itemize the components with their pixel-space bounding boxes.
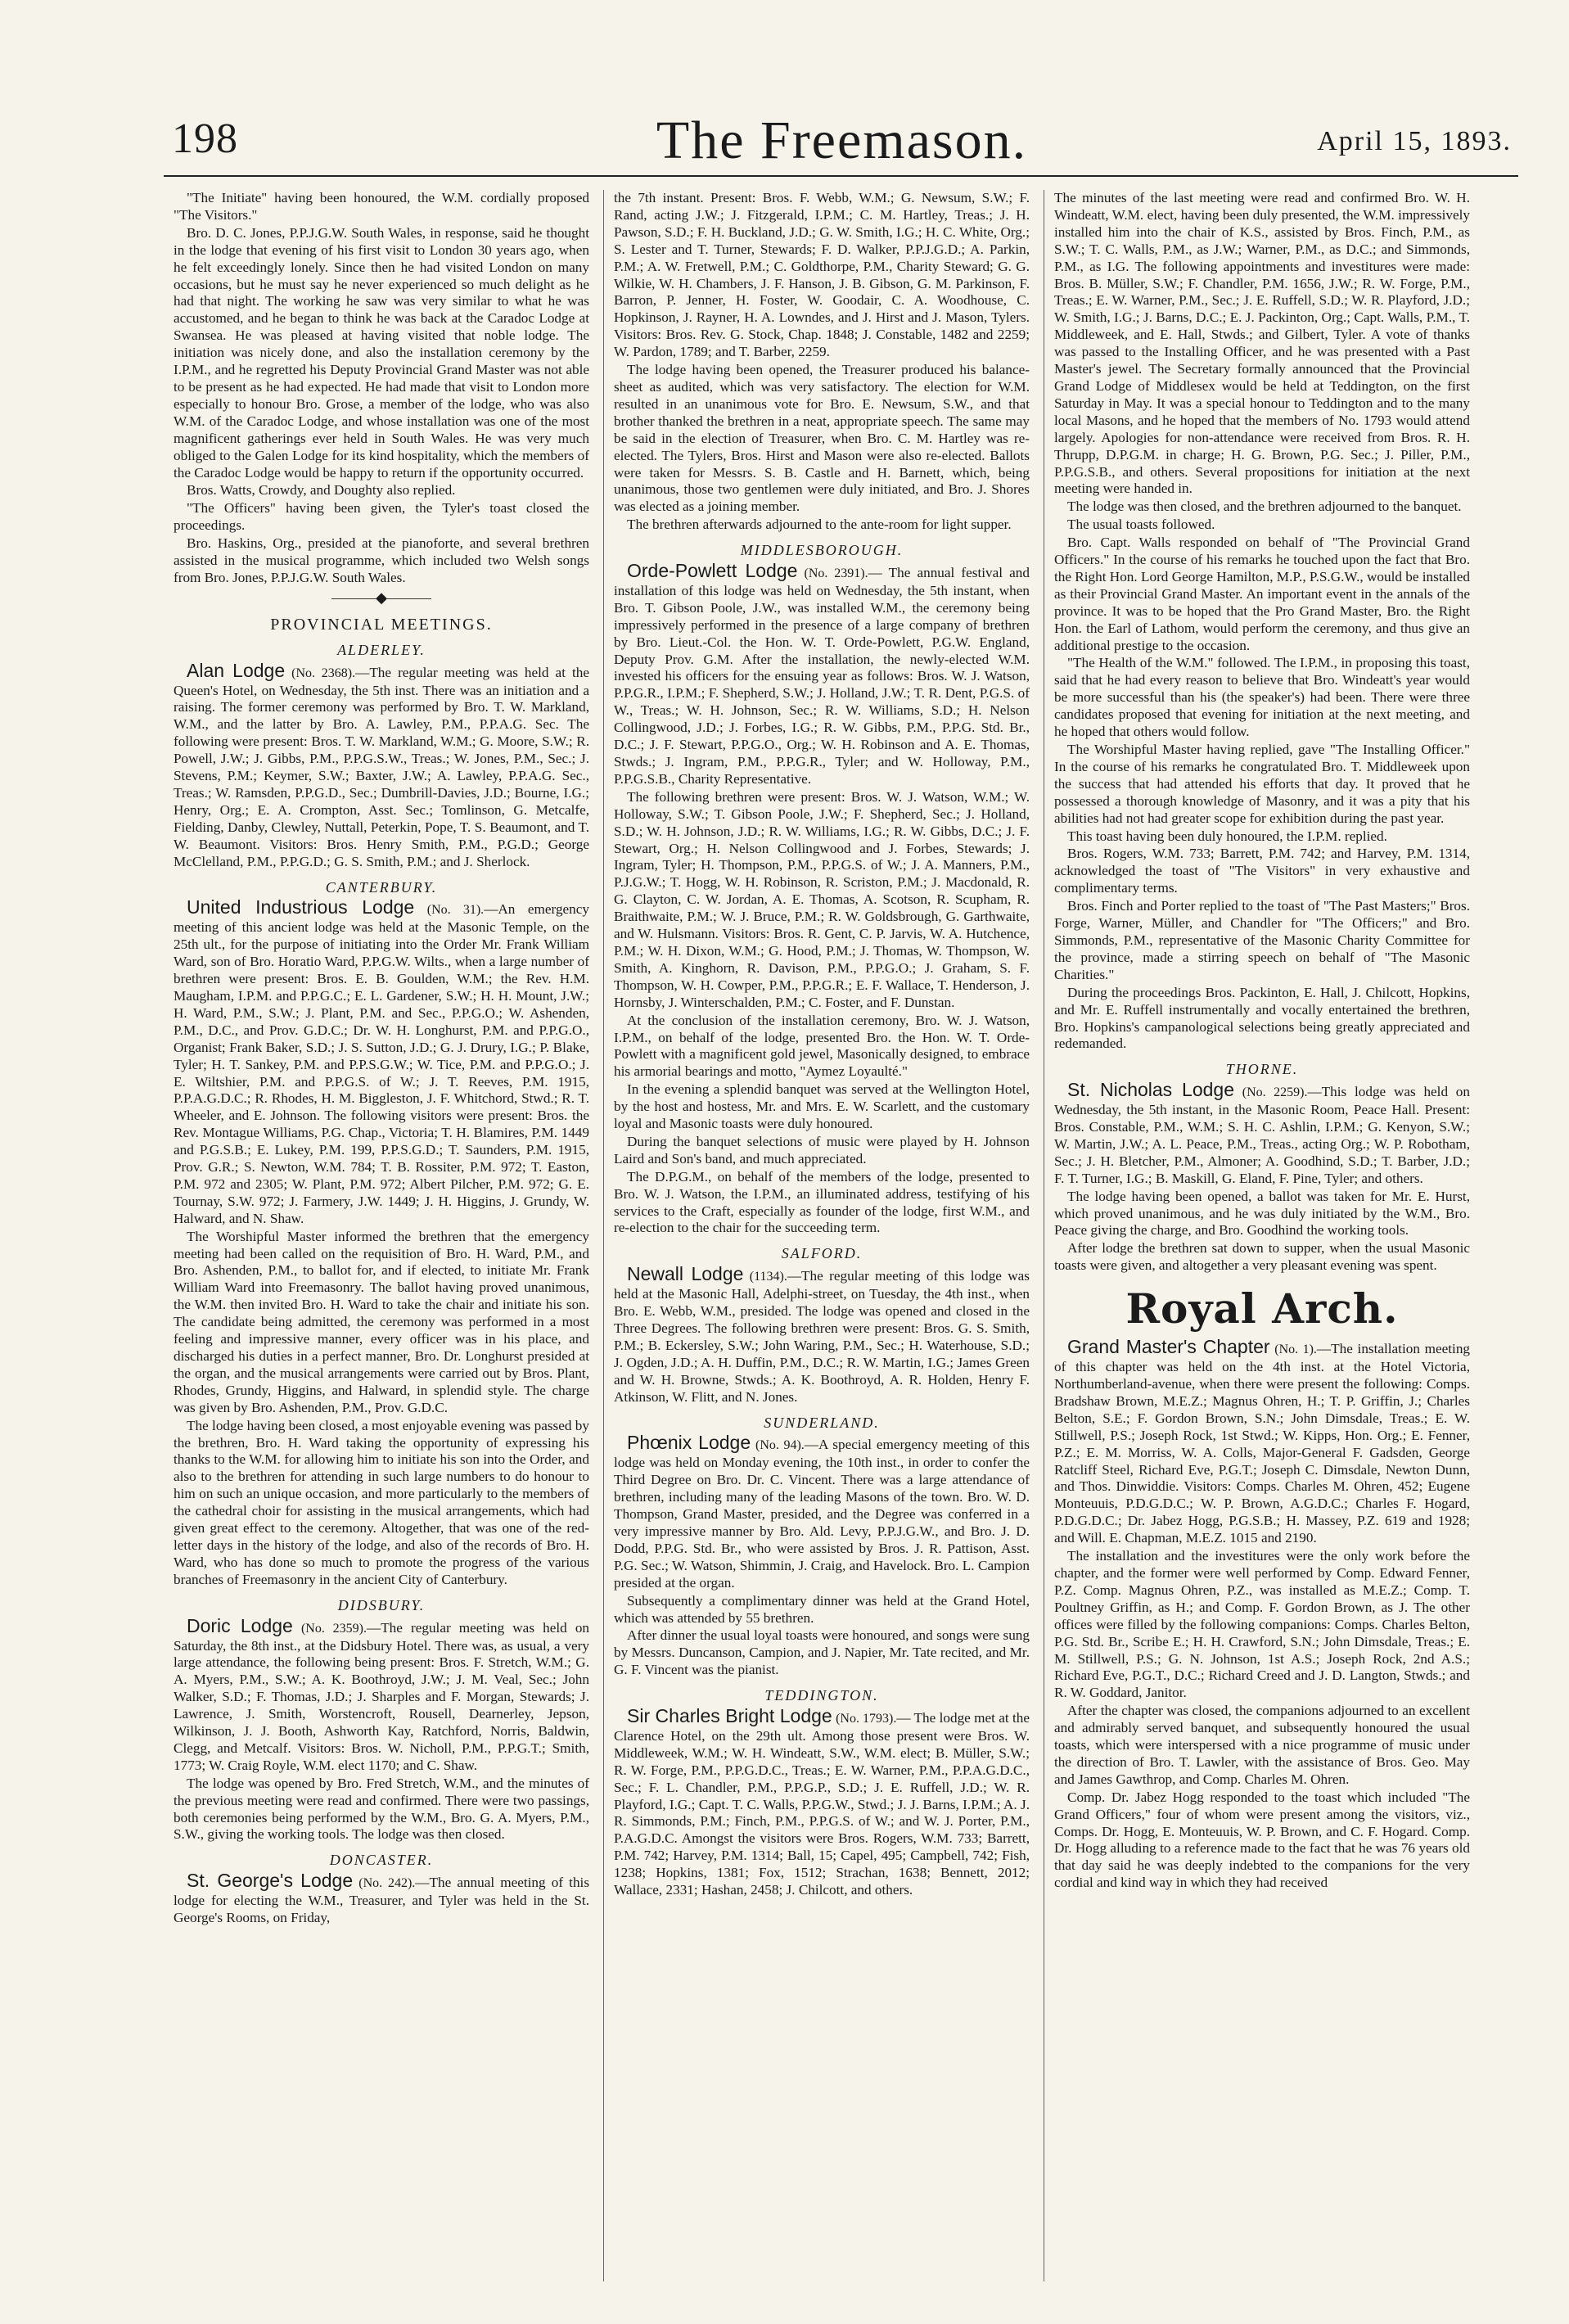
lodge-report-alan	[174, 659, 589, 871]
lodge-text: —This lodge was held on Wednesday, the 5th instant, in the Masonic Room, Peace Hall. Present: Bros. Constable, P.M., W.M.; S. H. C. Ashlin, I.P.M.; G. Kenyon, S.W.; W. Martin, J.W.; A. L. Peace, P.M., Treas., acting Org.; W. P. Robotham, Sec.; J. H. Bletcher, P.M., Almoner; A. Goodhind, S.D.; T. Barber, J.D.; F. T. Turner, I.G.; B. Maskill, G. Eland, F. Pine, Tyler; and others.	[1054, 1084, 1470, 1186]
lodge-text: — The lodge met at the Clarence Hotel, on the 29th ult. Among those present were Bros. W. Middleweek, W.M.; W. H. Windeatt, S.W., W.M. elect; B. Müller, S.W.; R. W. Forge, P.M., P.P.G.D.C., Treas.; E. W. Warner, P.M., P.P.A.G.D.C., Sec.; F. L. Chandler, P.M., P.P.G.P., S.D.; J. E. Ruffell, J.D.; W. R. Playford, I.G.; Capt. T. C. Walls, P.P.G.W., Stwd.; J. J. Barns, I.P.M.; A. J. R. Simmonds, P.M.; Finch, P.M., P.P.G.S. of W.; and W. J. Porter, P.M., P.A.G.D.C. Amongst the visitors were Bros. Rogers, W.M. 733; Barrett, P.M. 742; Harvey, P.M. 1314; Ball, 15; Capel, 495; Campbell, 742; Fish, 1238; Hopkins, 1381; Fox, 1512; Strachan, 1638; Bennett, 2012; Wallace, 2331; Hashan, 2458; J. Chilcott, and others.	[614, 1710, 1030, 1898]
lodge-title: St. George's Lodge	[187, 1870, 354, 1892]
town-heading-middlesborough: MIDDLESBOROUGH.	[740, 542, 904, 559]
paragraph: In the evening a splendid banquet was served at the Wellington Hotel, by the host and hostess, Mr. and Mrs. E. W. Scarlett, and the customary loyal and Masonic toasts were duly honoured.	[614, 1081, 1030, 1132]
paragraph: This toast having been duly honoured, the I.P.M. replied.	[1067, 828, 1387, 844]
paragraph: The D.P.G.M., on behalf of the members of the lodge, presented to Bro. W. J. Watson, the I.P.M., an illuminated address, testifying of his services to the Craft, especially as founder of the lodge, first W.M., and re-election to the chair for the succeeding term.	[614, 1168, 1030, 1236]
column-3	[1054, 190, 1470, 2281]
lodge-text: —A special emergency meeting of this lodge was held on Monday evening, the 10th inst., in order to confer the Third Degree on Bro. Dr. C. Vincent. There was a large attendance of brethren, including many of the leading Masons of the town. Bro. W. D. Thompson, Grand Master, presided, and the Degree was conferred in a very impressive manner by Bro. Ald. Levy, P.P.J.G.W., and Bro. J. D. Dodd, P.P.G. Std. Br., who were assisted by Bros. J. R. Pattison, Asst. P.G. Sec.; W. Watson, Shimmin, J. Craig, and Havelock. Bro. L. Campion presided at the organ.	[614, 1437, 1030, 1591]
lodge-report-phoenix	[614, 1434, 1030, 1591]
town-heading-alderley: ALDERLEY.	[337, 641, 426, 658]
paragraph: After the chapter was closed, the companions adjourned to an excellent and admirably served banquet, and subsequently honoured the usual toasts, which were interspersed with a nice programme of music under the direction of Bro. T. Lawler, with the assistance of Bros. Geo. May and James Gawthrop, and Comp. Charles M. Ohren.	[1054, 1703, 1470, 1787]
town-heading-doncaster: DONCASTER.	[329, 1852, 434, 1869]
lodge-number: (1134).	[749, 1270, 787, 1284]
lodge-text: —The annual meeting of this lodge for electing the W.M., Treasurer, and Tyler was held in the St. George's Rooms, on Friday,	[174, 1875, 589, 1926]
lodge-title: Newall Lodge	[627, 1263, 744, 1285]
lodge-number: (No. 2368).	[291, 666, 356, 680]
header-rule	[164, 175, 1518, 177]
paragraph: The following brethren were present: Bros. W. J. Watson, W.M.; W. Holloway, S.W.; T. Gibson Poole, J.W.; F. Shepherd, Sec.; J. Holland, S.D.; W. H. Johnson, J.D.; R. W. Williams, I.G.; R. W. Gibbs, D.C.; J. F. Stewart, Org.; H. Nelson Collingwood and J. Forbes, Stewards; J. Ingram, Tyler; H. Thompson, P.M., P.P.G.S. of W.; J. A. Manners, P.M., P.J.G.W.; T. Hogg, W. H. Robinson, R. Scriston, P.M.; J. Macdonald, R. G. Clayton, C. W. Jordan, A. E. Thomas, A. Scotson, R. Scupham, R. Braithwaite, P.M.; W. J. Bruce, P.M.; R. W. Goldsbrough, G. Garthwaite, and W. Hulsmann. Visitors: Bros. R. Gent, C. P. Jarvis, W. A. Hutchence, P.M.; W. H. Dixon, W.M.; G. Hood, P.M.; J. Thomas, W. Thompson, W. Smith, A. Kinghorn, R. Davison, P.M., P.P.G.O.; J. Graham, S. F. Thompson, W. H. Cowper, P.M., P.P.G.R.; E. F. Wallace, T. Henderson, J. Hornsby, J. Winterschalden, P.M.; C. Foster, and F. Dunstan.	[614, 788, 1030, 1010]
lodge-text: — The annual festival and installation of this lodge was held on Wednesday, the 5th instant, when Bro. T. Gibson Poole, J.W., was installed W.M., the ceremony being impressively performed in the presence of a large company of brethren by Bro. Lieut.-Col. the Hon. W. T. Orde-Powlett, P.G.W. England, Deputy Prov. G.M. After the installation, the newly-elected W.M. invested his officers for the ensuing year as follows: Bros. W. J. Watson, P.P.G.R., I.P.M.; F. Shepherd, S.W.; J. Holland, J.W.; T. R. Dent, P.G.S. of W., Treas.; W. H. Johnson, Sec.; R. W. Williams, S.D.; H. Nelson Collingwood, J.D.; J. Forbes, I.G.; R. W. Gibbs, P.M., P.P.G. Std. Br., D.C.; J. F. Stewart, P.P.G.O., Org.; W. H. Robinson and A. E. Thomas, Stwds.; J. Ingram, P.M., P.P.G.R., Tyler; and W. Holloway, P.M., P.P.G.S.B., Charity Representative.	[614, 565, 1030, 787]
paragraph: At the conclusion of the installation ceremony, Bro. W. J. Watson, I.P.M., on behalf of the lodge, presented Bro. the Hon. W. T. Orde-Powlett with a magnificent gold jewel, Masonically designed, to embrace his armorial bearings and motto, "Aymez Loyaulté."	[614, 1012, 1030, 1080]
paragraph: Bro. D. C. Jones, P.P.J.G.W. South Wales, in response, said he thought in the lodge that evening of his first visit to London 30 years ago, when he felt exceedingly lonely. Since then he had visited London on many occasions, but he must say he never experienced so much delight as he had that night. The working he saw was very similar to what he was accustomed, and he began to think he was back at the Caradoc Lodge at Swansea. He was pleased at having visited that noble lodge. The initiation was nicely done, and also the installation ceremony by the I.P.M., and he regretted his Deputy Provincial Grand Master was not able to be present as he had expected. He had made that visit to London more especially to honour Bro. Grose, a member of the lodge, who was also W.M. of the Caradoc Lodge, and whose installation was one of the most magnificent gatherings ever held in South Wales. He was very much obliged to the Galen Lodge for its kind hospitality, which the members of the Caradoc Lodge would be happy to return if the opportunity occurred.	[174, 224, 589, 481]
paragraph: Bros. Watts, Crowdy, and Doughty also replied.	[187, 482, 456, 499]
paragraph: "The Initiate" having been honoured, the W.M. cordially proposed "The Visitors."	[174, 190, 589, 223]
lodge-title: United Industrious Lodge	[187, 896, 415, 918]
paragraph: The Worshipful Master having replied, gave "The Installing Officer." In the course of his remarks he congratulated Bro. T. Middleweek upon the success that had attended his efforts that day. It proved that he possessed a thorough knowledge of Masonry, and it was a pity that his abilities had not had greater scope for exhibition during the past year.	[1054, 742, 1470, 826]
town-heading-teddington: TEDDINGTON.	[764, 1687, 879, 1704]
lodge-text: —The regular meeting of this lodge was held at the Masonic Hall, Adelphi-street, on Tuesday, the 4th inst., when Bro. E. Webb, W.M., presided. The lodge was opened and closed in the Three Degrees. The following brethren were present: Bros. G. S. Smith, P.M.; B. Eckersley, S.W.; John Waring, P.M., Sec.; H. Waterhouse, S.D.; J. Ogden, J.D.; A. H. Duffin, P.M., D.C.; R. W. Martin, I.G.; James Green and W. H. Browne, Stwds.; A. K. Boothroyd, A. R. Holden, Henry F. Atkinson, W. Flitt, and N. Jones.	[614, 1268, 1030, 1405]
royal-arch-heading: Royal Arch.	[1125, 1284, 1399, 1333]
lodge-number: (No. 31).	[426, 903, 485, 918]
section-heading: PROVINCIAL MEETINGS.	[270, 615, 493, 634]
paragraph: During the banquet selections of music were played by H. Johnson Laird and Son's band, and much appreciated.	[614, 1133, 1030, 1167]
lodge-title: Doric Lodge	[187, 1614, 293, 1636]
lodge-number: (No. 1793).	[836, 1712, 897, 1726]
lodge-report-united-industrious	[174, 896, 589, 1227]
lodge-text: —An emergency meeting of this ancient lodge was held at the Masonic Temple, on the 25th ult., for the purpose of initiating into the Order Mr. Frank William Ward, son of Bro. Horatio Ward, P.P.G.W. Wilts., when a large number of brethren were present: Bros. E. B. Goulden, W.M.; the Rev. H.M. Maugham, I.P.M. and P.P.G.C.; E. L. Gardener, S.W.; H. H. Mount, J.W.; H. Ward, P.M., S.W.; J. Plant, P.M. and Sec., P.P.G.O.; W. Ashenden, P.M., D.C., and Prov. G.D.C.; Dr. W. H. Longhurst, P.M. and P.P.G.O., Organist; Frank Baker, S.D.; J. S. Sutton, J.D.; G. J. Drury, I.G.; P. Blake, Tyler; H. T. Sankey, P.M. and P.P.S.G.W.; W. Tice, P.M. and P.P.G.O.; J. E. Wiltshier, P.M. and P.P.G.S. of W.; J. T. Reeves, P.M. 1915, P.P.A.G.D.C.; R. Rhodes, H. M. Biggleston, J. F. Whitchord, Stwd.; R. T. Wheeler, and E. Johnson. The following visitors were present: Bros. the Rev. Montague Williams, P.G. Chap., Victoria; T. H. Blamires, P.M. 1449 and P.G.S.B.; E. Lukey, P.M. 199, P.P.S.G.D.; T. Saunders, P.M. 1915, Prov. G.R.; S. Newton, W.M. 784; T. B. Rossiter, P.M. 972; T. Easton, P.M. 972 and 2305; W. Plant, P.M. 972; Albert Pilcher, P.M. 972; G. E. Tournay, S.W. 972; J. Farmery, J.W. 1449; J. H. Higgins, J. Grundy, W. Halward, and N. Shaw.	[174, 901, 589, 1226]
lodge-title: Alan Lodge	[187, 659, 286, 681]
chapter-text: —The installation meeting of this chapter was held on the 4th inst. at the Hotel Victoria, Northumberland-avenue, when there were present the following: Comps. Bradshaw Brown, M.E.Z.; Magnus Ohren, H.; T. P. Griffin, J.; Charles Belton, S.E.; F. Gordon Brown, S.N.; John Dimsdale, Treas.; E. W. Stillwell, P.S.; Joseph Rock, 1st Stwd.; W. Kipps, Hon. Org.; E. Fenner, P.Z.; E. M. Morriss, W. A. Colls, Major-General F. Gadsden, George Ratcliff Steel, Richard Eve, P.G.T.; Joseph C. Dimsdale, Newton Dunn, and Thos. Dinwiddie. Visitors: Comps. Charles M. Ohren, 452; Eugene Monteuuis, P.D.G.D.C.; W. P. Brown, A.G.D.C.; Charles F. Hogard, P.D.G.D.C.; Dr. Jabez Hogg, P.G.S.B.; H. Massey, P.Z. 619 and 1928; and Will. E. Chapman, M.E.Z. 1015 and 2190.	[1054, 1341, 1470, 1546]
lodge-text: —The regular meeting was held on Saturday, the 8th inst., at the Didsbury Hotel. There was, as usual, a very large attendance, the following being present: Bros. F. Stretch, W.M.; G. A. Myers, P.M., S.W.; A. K. Boothroyd, J.W.; J. M. Veal, Sec.; John Walker, S.D.; F. Thomas, J.D.; J. Sharples and F. Morgan, Stewards; J. Lawrence, J. Smith, Worstencroft, Rousell, Dearnerley, Jepson, Wilkinson, J. J. Booth, Ashworth Kay, Ratchford, Norris, Baldwin, Clegg, and Metcalf. Visitors: Bros. W. Nicholl, P.M., P.P.G.T.; Smith, 1773; W. Craig Royle, W.M. elect 1170; and C. Shaw.	[174, 1619, 589, 1773]
lodge-title: Phœnix Lodge	[627, 1432, 751, 1454]
lodge-title: Orde-Powlett Lodge	[627, 560, 798, 582]
paragraph: After dinner the usual loyal toasts were honoured, and songs were sung by Messrs. Duncanson, Campion, and J. Napier, Mr. Tate recited, and Mr. G. F. Vincent was the pianist.	[614, 1627, 1030, 1678]
issue-date: April 15, 1893.	[1317, 126, 1512, 156]
paragraph: The lodge was then closed, and the brethren adjourned to the banquet.	[1067, 499, 1462, 515]
town-heading-canterbury: CANTERBURY.	[325, 878, 438, 896]
paragraph: Subsequently a complimentary dinner was held at the Grand Hotel, which was attended by 55 brethren.	[614, 1592, 1030, 1626]
paragraph: the 7th instant. Present: Bros. F. Webb, W.M.; G. Newsum, S.W.; F. Rand, acting J.W.; J. Fitzgerald, I.P.M.; C. M. Hartley, Treas.; J. H. Pawson, S.D.; F. H. Buckland, J.D.; G. W. Smith, I.G.; H. C. White, Org.; S. Lester and T. Turner, Stewards; F. D. Walker, P.P.J.G.D.; A. Parkin, P.M.; A. W. Fretwell, P.M.; C. Goldthorpe, P.M., Charity Steward; G. G. Wilkie, W. H. Chambers, J. F. Hanson, J. B. Gibson, G. M. Parkinson, F. Barron, P. Jenner, H. Foster, W. Goodair, C. A. Woodhouse, C. Hopkinson, J. Rayner, H. A. Lowndes, and J. Hirst and J. Mason, Tylers. Visitors: Bros. Rev. G. Stock, Chap. 1848; J. Constable, 1482 and 2259; W. Pardon, 1789; and T. Barber, 2259.	[614, 190, 1030, 360]
lodge-number: (No. 242).	[358, 1876, 416, 1891]
chapter-title: Grand Master's Chapter	[1067, 1336, 1270, 1358]
lodge-report-doric	[174, 1614, 589, 1775]
lodge-report-newall	[614, 1263, 1030, 1406]
paragraph: Bro. Haskins, Org., presided at the pianoforte, and several brethren assisted in the musical programme, which included two Welsh songs from Bro. Jones, P.P.J.G.W. South Wales.	[174, 535, 589, 585]
lodge-number: (No. 2259).	[1242, 1085, 1308, 1100]
lodge-report-st-george	[174, 1872, 589, 1927]
paragraph: The usual toasts followed.	[1067, 517, 1215, 533]
paragraph: "The Officers" having been given, the Tyler's toast closed the proceedings.	[174, 500, 589, 534]
paragraph: Comp. Dr. Jabez Hogg responded to the toast which included "The Grand Officers," four of whom were present among the visitors, viz., Comps. Dr. Hogg, E. Monteuuis, W. P. Brown, and C. F. Hogard. Comp. Dr. Hogg alluding to a reference made to the fact that he was 76 years old that day said he was deeply indebted to the companions for the very cordial and kind way in which they had received	[1054, 1789, 1470, 1891]
lodge-number: (No. 2391).	[804, 566, 868, 581]
section-ornament: ———◆———	[331, 589, 431, 606]
page-header	[172, 111, 1512, 180]
paragraph: Bro. Capt. Walls responded on behalf of "The Provincial Grand Officers." In the course of his remarks he touched upon the fact that Bro. the Right Hon. Lord George Hamilton, M.P., P.S.G.W., would be installed as their Provincial Grand Master. An important event in the annals of the province. It was to be hoped that the Pro Grand Master, Bro. the Right Hon. the Earl of Lathom, would perform the ceremony, and thus give an additional prestige to the occasion.	[1054, 535, 1470, 653]
paragraph: "The Health of the W.M." followed. The I.P.M., in proposing this toast, said that he had every reason to believe that Bro. Windeatt's year would be more successful than his (the speaker's) had been. There were three candidates proposed that evening for initiation at the next meeting, and he hoped that others would follow.	[1054, 655, 1470, 740]
paragraph: Bros. Finch and Porter replied to the toast of "The Past Masters;" Bros. Forge, Warner, Müller, and Chandler for "The Officers;" and Bro. Simmonds, P.M., representative of the Masonic Charity Committee for the province, made a stirring speech on behalf of "The Masonic Charities."	[1054, 898, 1470, 982]
paragraph: The lodge having been opened, a ballot was taken for Mr. E. Hurst, which proved unanimous, and he was duly initiated by the W.M., Bro. Peace giving the charge, and Bro. Goodhind the working tools.	[1054, 1188, 1470, 1239]
town-heading-didsbury: DIDSBURY.	[337, 1596, 426, 1613]
paragraph: The installation and the investitures were the only work before the chapter, and the former were well performed by Comp. Edward Fenner, P.Z. Comp. Magnus Ohren, P.Z., was installed as M.E.Z.; Comp. T. Poultney Griffin, as H.; and Comp. F. Gordon Brown, as J. The other offices were filled by the following companions: Comps. Charles Belton, P.G. Std. Br., Scribe E.; H. H. Crawford, S.N.; John Dimsdale, Treas.; E. M. Stillwell, P.S.; G. N. Johnson, 1st A.S.; Joseph Rock, 2nd A.S.; Richard Eve, P.G.T., D.C.; Richard Creed and J. D. Langton, Stwds.; and R. W. Goddard, Janitor.	[1054, 1548, 1470, 1701]
paragraph: The lodge having been closed, a most enjoyable evening was passed by the brethren, Bro. H. Ward taking the opportunity of expressing his thanks to the W.M. for allowing him to initiate his son into the Order, and also to the brethren for attending in such large numbers to do honour to him on such an unique occasion, and more particularly to the members of the cathedral choir for assisting in the musical arrangements, which had given great effect to the ceremony. Altogether, that was one of the red-letter days in the history of the lodge, and also of the records of Bro. H. Ward, who has done so much to promote the progress of the various branches of Freemasonry in the ancient City of Canterbury.	[174, 1417, 589, 1587]
paragraph: The minutes of the last meeting were read and confirmed Bro. W. H. Windeatt, W.M. elect, having been duly presented, the W.M. impressively installed him into the chair of K.S., assisted by Bros. Finch, P.M., as S.W.; T. C. Walls, P.M., as J.W.; Warner, P.M., as D.C.; and Simmonds, P.M., as I.G. The following appointments and investitures were made: Bros. B. Müller, S.W.; F. Chandler, P.M. 1656, J.W.; R. W. Forge, P.M., Treas.; E. W. Warner, P.M., Sec.; J. E. Ruffell, S.D.; W. R. Playford, J.D.; W. Smith, I.G.; J. Barns, D.C.; E. J. Packinton, Org.; Capt. Walls, P.M., T. Middleweek, and E. Hall, Stwds.; and Gilbert, Tyler. A vote of thanks was passed to the Installing Officer, and he was presented with a Past Master's jewel. The Secretary formally announced that the Provincial Grand Lodge of Middlesex would be held at Teddington, on the first Saturday in May. It was a special honour to Teddington and to the many local Masons, and he hoped that the members of No. 1793 would attend largely. Apologies for non-attendance were received from Bros. R. H. Thrupp, D.P.G.M. in charge; H. G. Brown, P.G. Sec.; J. Piller, P.M., P.P.G.S.B., and others. Several propositions for initiation at the next meeting were handed in.	[1054, 190, 1470, 497]
paragraph: After lodge the brethren sat down to supper, when the usual Masonic toasts were given, and altogether a very pleasant evening was spent.	[1054, 1240, 1470, 1274]
lodge-text: —The regular meeting was held at the Queen's Hotel, on Wednesday, the 5th inst. There was an initiation and a raising. The former ceremony was performed by Bro. T. W. Markland, W.M., and the latter by Bro. A. Lawley, P.M., P.P.A.G. Sec. The following were present: Bros. T. W. Markland, W.M.; G. Moore, S.W.; R. Powell, J.W.; J. Gibbs, P.M., P.P.G.S.W., Treas.; W. Jones, P.M., Sec.; J. Stevens, P.M.; Keymer, S.W.; Baxter, J.W.; A. Lawley, P.P.A.G. Sec., Treas.; W. Ramsden, P.P.G.D., Sec.; Dumbrill-Davies, J.D.; Bourne, I.G.; Henry, Org.; E. A. Crompton, Asst. Sec.; Tomlinson, G. Metcalfe, Fielding, Danby, Clewley, Nuttall, Peterkin, Pope, T. S. Beaumont, and T. W. Beaumont. Visitors: Bros. Henry Smith, P.M., P.G.D.; George McClelland, P.M., P.P.G.D.; G. S. Smith, P.M.; and J. Sherlock.	[174, 664, 589, 869]
paragraph: The Worshipful Master informed the brethren that the emergency meeting had been called on the requisition of Bro. H. Ward, P.M., and Bro. Ashenden, P.M., to ballot for, and if elected, to initiate Mr. Frank William Ward into Freemasonry. The ballot having proved unanimous, the W.M. then invited Bro. H. Ward to take the chair and initiate his son. The candidate being admitted, the ceremony was performed in a most feeling and impressive manner, every officer was in his place, and discharged his duties in a perfect manner, Bro. Dr. Longhurst presided at the organ, and the musical arrangements were carried out by Bros. Plant, Rhodes, Grundy, Higgins, and Halward, in splendid style. The charge was given by Bro. Ashenden, P.M., Prov. G.D.C.	[174, 1228, 589, 1415]
paragraph: The lodge was opened by Bro. Fred Stretch, W.M., and the minutes of the previous meeting were read and confirmed. There were two passings, both ceremonies being performed by the W.M., Bro. G. A. Myers, P.M., S.W., giving the working tools. The lodge was then closed.	[174, 1775, 589, 1843]
paragraph: The lodge having been opened, the Treasurer produced his balance-sheet as audited, which was very satisfactory. The election for W.M. resulted in an unanimous vote for Bro. E. Newsum, S.W., and that brother thanked the brethren in a neat, appropriate speech. The same may be said in the election of Treasurer, when Bro. C. M. Hartley was re-elected. The Tylers, Bros. Hirst and Mason were also re-elected. Ballots were taken for Messrs. S. B. Castle and H. Barnett, which, being unanimous, those two gentlemen were duly initiated, and Bro. J. Shores was elected as a joining member.	[614, 362, 1030, 515]
paragraph: During the proceedings Bros. Packinton, E. Hall, J. Chilcott, Hopkins, and Mr. E. Ruffell instrumentally and vocally entertained the brethren, Bro. Hopkins's campanological selections being greatly appreciated and redemanded.	[1054, 984, 1470, 1052]
paragraph: Bros. Rogers, W.M. 733; Barrett, P.M. 742; and Harvey, P.M. 1314, acknowledged the toast of "The Visitors" in very exhaustive and complimentary terms.	[1054, 846, 1470, 896]
town-heading-salford: SALFORD.	[781, 1245, 863, 1262]
lodge-title: St. Nicholas Lodge	[1067, 1079, 1235, 1101]
lodge-report-orde-powlett	[614, 562, 1030, 788]
town-heading-sunderland: SUNDERLAND.	[764, 1414, 880, 1431]
page-number: 198	[172, 115, 238, 162]
lodge-report-st-nicholas	[1054, 1081, 1470, 1187]
paragraph: The brethren afterwards adjourned to the ante-room for light supper.	[627, 517, 1012, 533]
lodge-report-sir-charles-bright	[614, 1705, 1030, 1899]
masthead-title: The Freemason.	[656, 111, 1028, 170]
column-2	[614, 190, 1030, 2281]
chapter-report-grand-masters	[1054, 1338, 1470, 1547]
lodge-number: (No. 94).	[755, 1438, 805, 1453]
town-heading-thorne: THORNE.	[1225, 1061, 1299, 1078]
lodge-number: (No. 2359).	[300, 1621, 367, 1636]
column-1	[174, 190, 589, 2281]
lodge-title: Sir Charles Bright Lodge	[627, 1705, 832, 1727]
column-divider-1	[603, 190, 604, 2281]
chapter-number: (No. 1).	[1274, 1343, 1317, 1357]
